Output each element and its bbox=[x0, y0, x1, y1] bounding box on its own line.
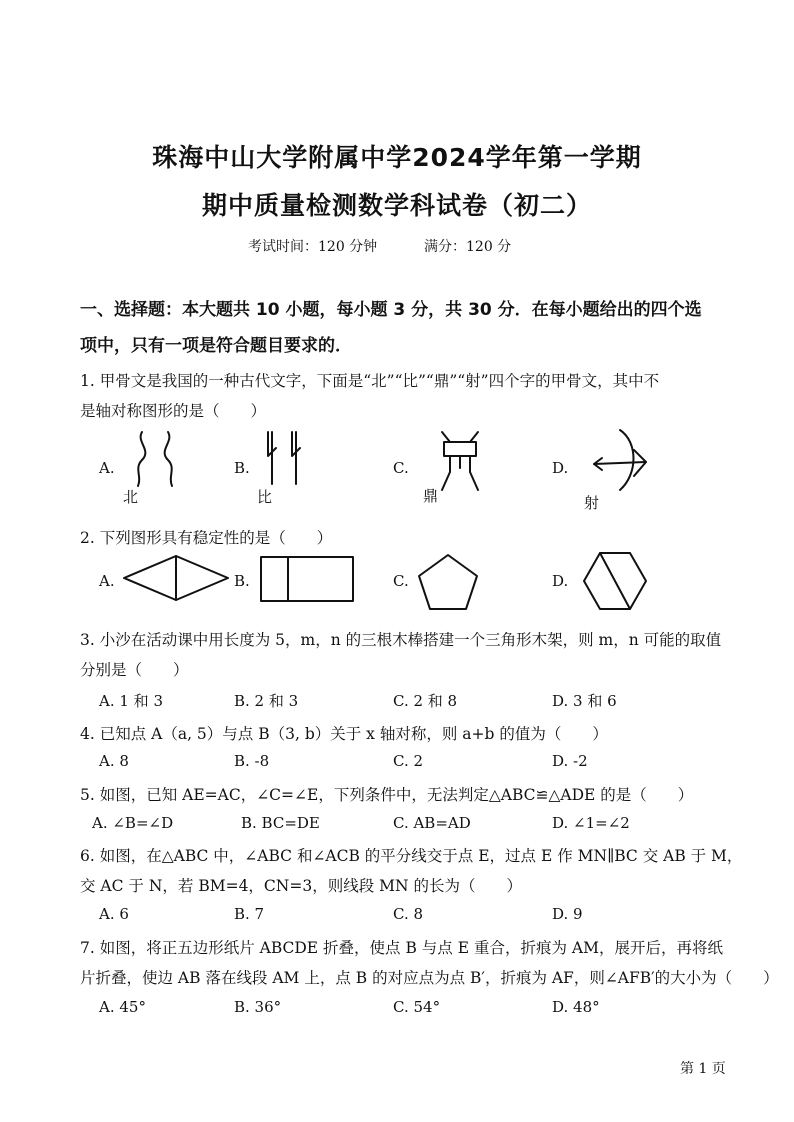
question-3-option-b[interactable]: B. 2 和 3 bbox=[234, 692, 299, 710]
question-3-line1: 3. 小沙在活动课中用长度为 5，m，n 的三根木棒搭建一个三角形木架，则 m，n 可能的取值 bbox=[80, 631, 722, 649]
question-2-option-b[interactable]: B. bbox=[234, 572, 250, 590]
question-6-line2: 交 AC 于 N，若 BM=4，CN=3，则线段 MN 的长为（ ） bbox=[80, 877, 522, 895]
question-3-option-d[interactable]: D. 3 和 6 bbox=[552, 692, 617, 710]
section-heading-line1: 一、选择题：本大题共 10 小题，每小题 3 分，共 30 分．在每小题给出的四个选 bbox=[80, 300, 702, 320]
question-7-line2: 片折叠，使边 AB 落在线段 AM 上，点 B 的对应点为点 B′，折痕为 AF，则∠AFB′的大小为（ ） bbox=[80, 969, 779, 987]
exam-title-line2: 期中质量检测数学科试卷（初二） bbox=[201, 191, 592, 220]
question-4-option-b[interactable]: B. -8 bbox=[234, 752, 270, 770]
question-4-option-a[interactable]: A. 8 bbox=[99, 752, 129, 770]
question-2-option-d[interactable]: D. bbox=[552, 572, 569, 590]
rectangle-divided-icon bbox=[260, 556, 356, 602]
question-5-line1: 5. 如图，已知 AE=AC，∠C=∠E，下列条件中，无法判定△ABC≌△ADE 的是（ ） bbox=[80, 786, 694, 804]
question-1-option-a[interactable]: A. bbox=[99, 459, 115, 477]
question-2-line1: 2. 下列图形具有稳定性的是（ ） bbox=[80, 529, 333, 547]
question-3-option-c[interactable]: C. 2 和 8 bbox=[393, 692, 458, 710]
question-7-option-d[interactable]: D. 48° bbox=[552, 998, 600, 1016]
question-6-option-d[interactable]: D. 9 bbox=[552, 905, 583, 923]
oracle-ding-icon bbox=[436, 428, 496, 488]
oracle-bei-icon bbox=[128, 428, 188, 488]
question-7-option-c[interactable]: C. 54° bbox=[393, 998, 441, 1016]
question-1-option-d[interactable]: D. bbox=[552, 459, 569, 477]
question-6-option-c[interactable]: C. 8 bbox=[393, 905, 424, 923]
oracle-she-icon bbox=[590, 428, 650, 488]
question-6-option-b[interactable]: B. 7 bbox=[234, 905, 265, 923]
question-5-option-b[interactable]: B. BC=DE bbox=[241, 814, 320, 832]
question-3-option-a[interactable]: A. 1 和 3 bbox=[99, 692, 163, 710]
section-heading-line2: 项中，只有一项是符合题目要求的． bbox=[80, 336, 352, 356]
question-1-option-b[interactable]: B. bbox=[234, 459, 250, 477]
question-7-option-b[interactable]: B. 36° bbox=[234, 998, 282, 1016]
question-1-option-c[interactable]: C. bbox=[393, 459, 409, 477]
rhombus-with-diagonal-icon bbox=[122, 554, 232, 602]
question-6-line1: 6. 如图，在△ABC 中，∠ABC 和∠ACB 的平分线交于点 E，过点 E 作 MN∥BC 交 AB 于 M， bbox=[80, 847, 743, 865]
question-4-option-d[interactable]: D. -2 bbox=[552, 752, 588, 770]
full-score: 满分：120 分 bbox=[424, 239, 512, 255]
pentagon-icon bbox=[417, 553, 479, 611]
question-4-option-c[interactable]: C. 2 bbox=[393, 752, 424, 770]
caption-bi: 比 bbox=[257, 488, 273, 506]
question-1-line2: 是轴对称图形的是（ ） bbox=[80, 402, 267, 420]
question-5-option-c[interactable]: C. AB=AD bbox=[393, 814, 471, 832]
question-7-line1: 7. 如图，将正五边形纸片 ABCDE 折叠，使点 B 与点 E 重合，折痕为 AM，展开后，再将纸 bbox=[80, 939, 723, 957]
exam-time: 考试时间：120 分钟 bbox=[248, 239, 378, 255]
hexagon-with-diagonal-icon bbox=[582, 551, 648, 611]
question-2-option-c[interactable]: C. bbox=[393, 572, 409, 590]
question-2-option-a[interactable]: A. bbox=[99, 572, 115, 590]
caption-ding: 鼎 bbox=[423, 487, 439, 505]
page-number: 第 1 页 bbox=[680, 1061, 726, 1077]
question-7-option-a[interactable]: A. 45° bbox=[99, 998, 146, 1016]
question-1-line1: 1. 甲骨文是我国的一种古代文字，下面是“北”“比”“鼎”“射”四个字的甲骨文，其中不 bbox=[80, 372, 660, 390]
question-4-line1: 4. 已知点 A（a, 5）与点 B（3, b）关于 x 轴对称，则 a+b 的值为（ ） bbox=[80, 725, 608, 743]
question-6-option-a[interactable]: A. 6 bbox=[99, 905, 129, 923]
question-3-line2: 分别是（ ） bbox=[80, 661, 189, 679]
question-5-option-a[interactable]: A. ∠B=∠D bbox=[92, 814, 174, 832]
caption-she: 射 bbox=[584, 494, 600, 512]
exam-title-line1: 珠海中山大学附属中学2024学年第一学期 bbox=[152, 143, 642, 172]
oracle-bi-icon bbox=[262, 426, 322, 486]
question-5-option-d[interactable]: D. ∠1=∠2 bbox=[552, 814, 630, 832]
caption-bei: 北 bbox=[123, 488, 139, 506]
